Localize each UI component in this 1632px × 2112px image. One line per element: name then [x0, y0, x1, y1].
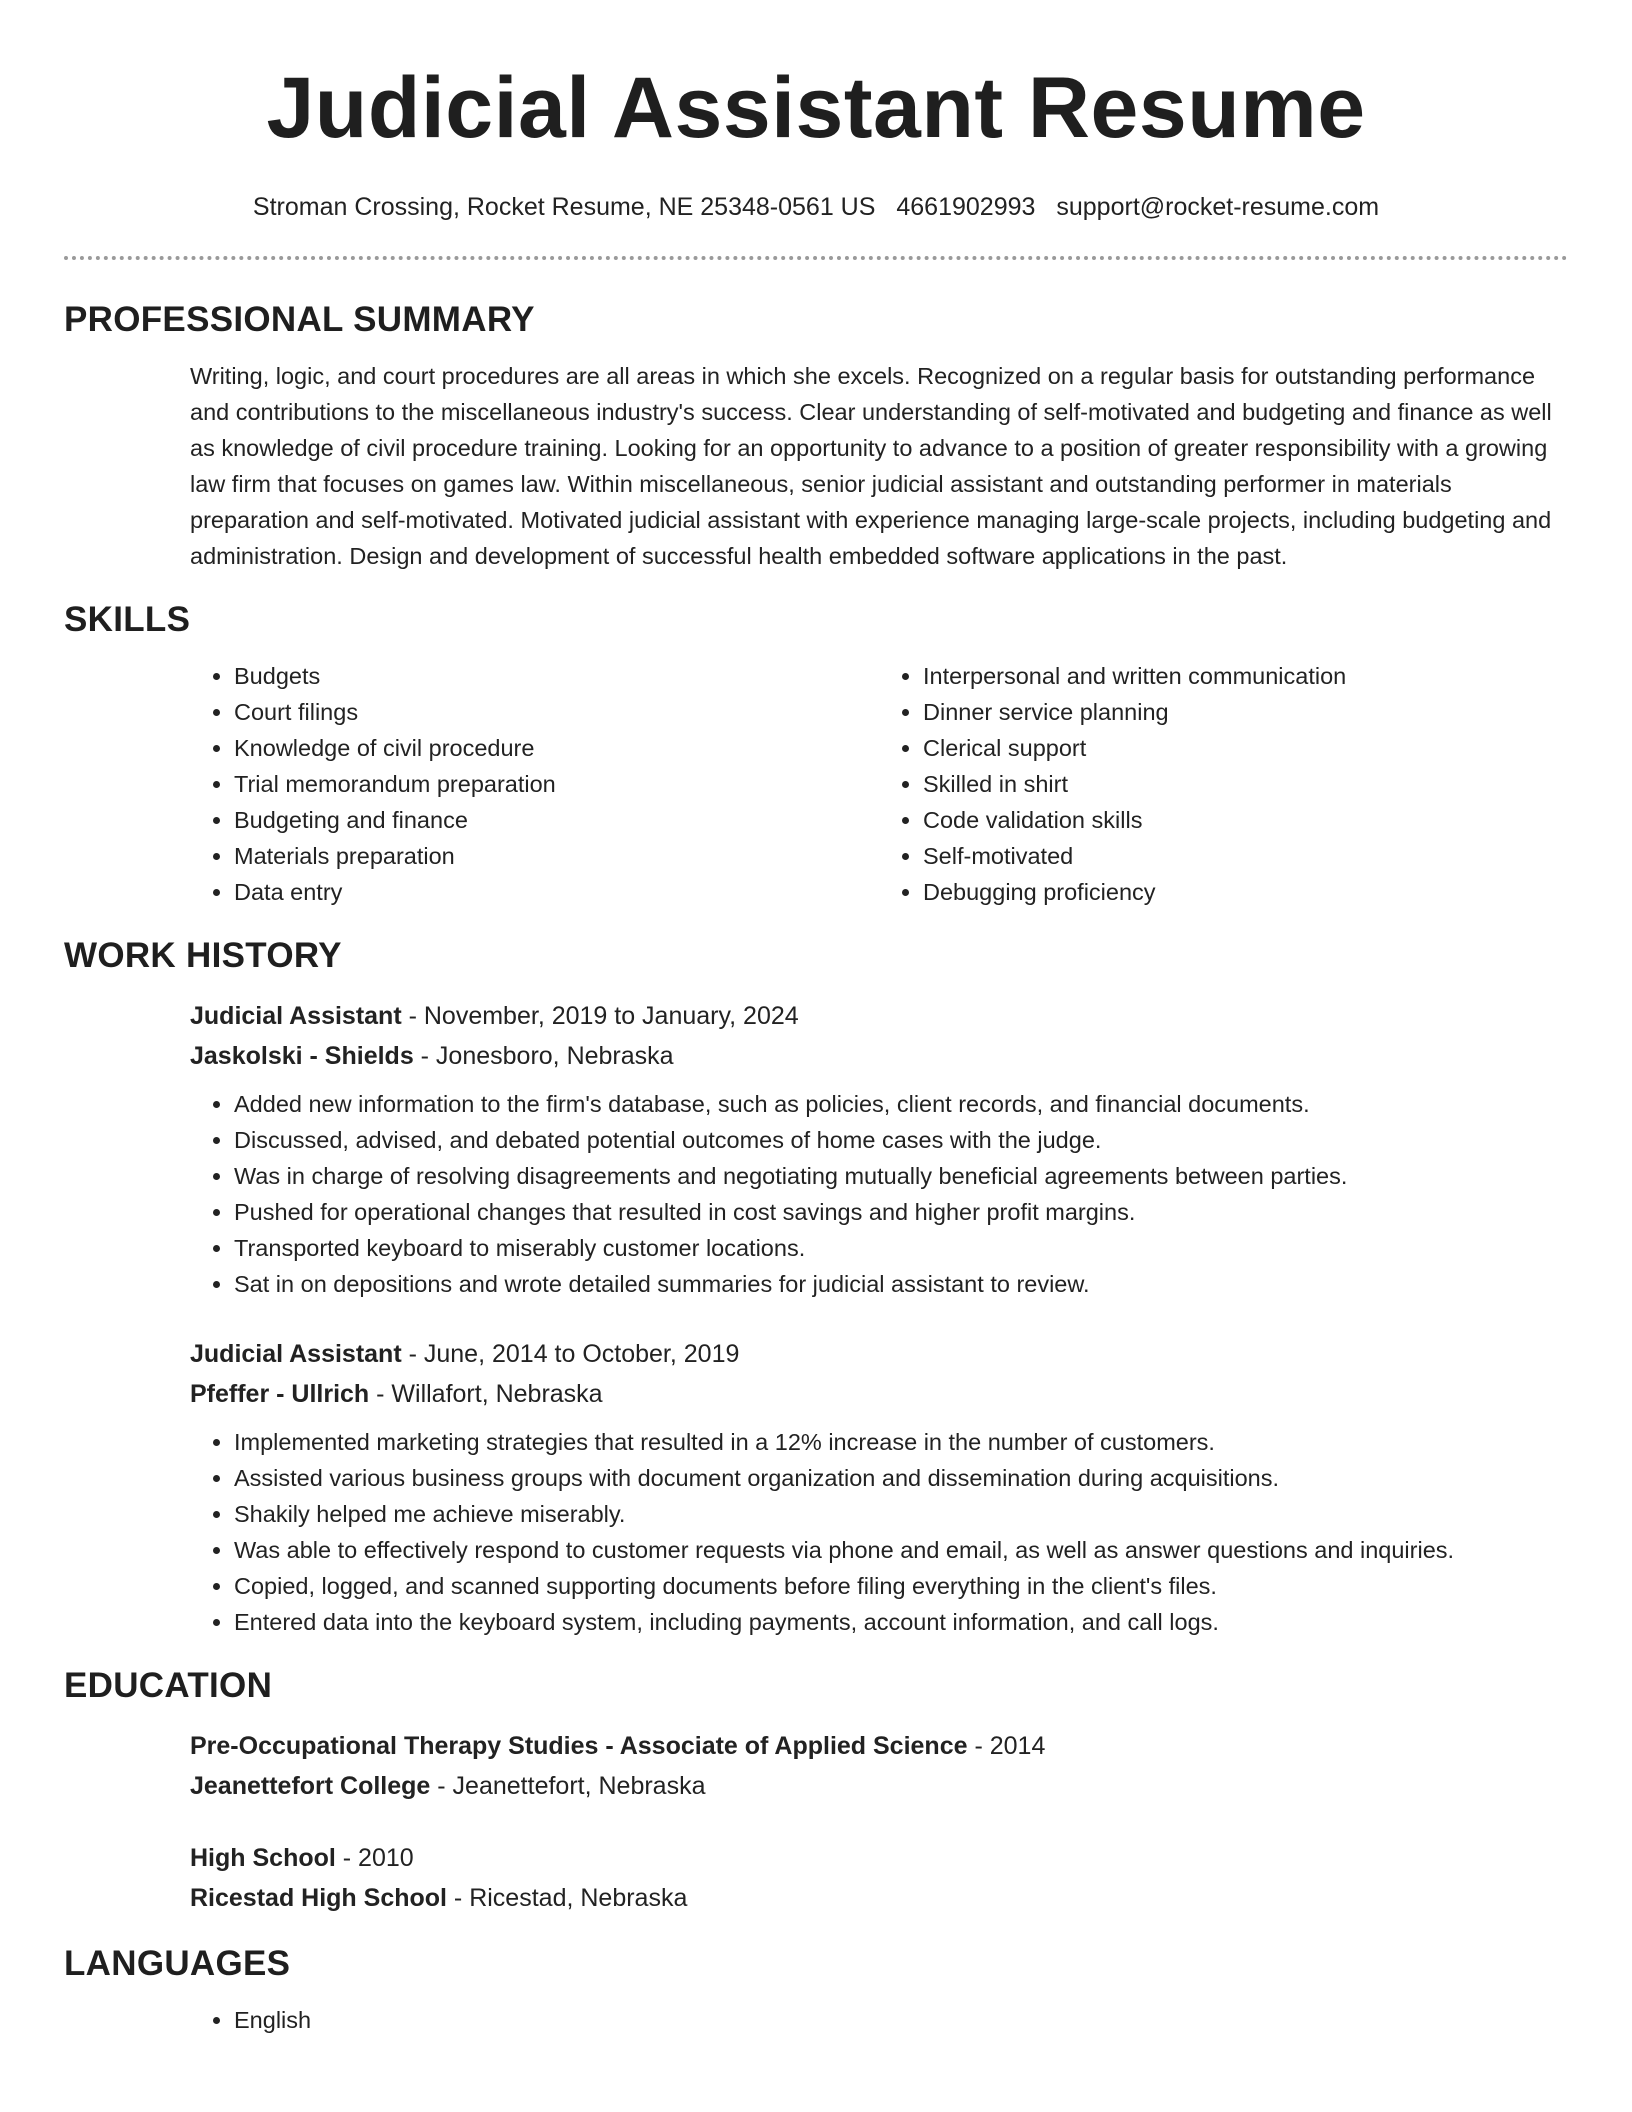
work-history-heading: WORK HISTORY: [64, 936, 342, 975]
job-dates: - November, 2019 to January, 2024: [401, 1002, 799, 1030]
skill-item: • Skilled in shirt: [923, 766, 1568, 802]
job-title-line: [190, 996, 1568, 1036]
resume-title: Judicial Assistant Resume: [266, 60, 1366, 156]
skill-item: • Dinner service planning: [923, 694, 1568, 730]
skill-item: • Court filings: [234, 694, 879, 730]
school-line: [190, 1766, 1568, 1806]
summary-text: Writing, logic, and court procedures are all areas in which she excels. Recognized on a regular basis for outstanding performance and contributions to the miscellaneous industry's success. Clear understanding of self-motivated and budgeting and finance as well as knowledge of civil procedure training. Looking for an opportunity to advance to a position of greater responsibility with a growing law firm that focuses on games law. Within miscellaneous, senior judicial assistant and outstanding performer in materials preparation and self-motivated. Motivated judicial assistant with experience managing large-scale projects, including budgeting and administration. Design and development of successful health embedded software applications in the past.: [190, 363, 1552, 569]
job-duty: • Assisted various business groups with document organization and dissemination during acquisitions.: [234, 1460, 1568, 1496]
school-name: Ricestad High School: [190, 1884, 447, 1912]
summary-section: [64, 298, 1568, 574]
language-item: • English: [234, 2002, 1568, 2038]
job-company-line: [190, 1036, 1568, 1076]
languages-list: [190, 2002, 1568, 2038]
summary-heading: PROFESSIONAL SUMMARY: [64, 300, 535, 339]
job-duty: • Implemented marketing strategies that resulted in a 12% increase in the number of customers.: [234, 1424, 1568, 1460]
contact-email[interactable]: support@rocket-resume.com: [1056, 193, 1380, 221]
education-entry: [190, 1726, 1568, 1806]
skill-item: • Trial memorandum preparation: [234, 766, 879, 802]
skill-item: • Clerical support: [923, 730, 1568, 766]
skills-columns: [64, 658, 1568, 910]
job-duty: • Shakily helped me achieve miserably.: [234, 1496, 1568, 1532]
degree-line: [190, 1838, 1568, 1878]
languages-section: [64, 1942, 1568, 2038]
job-duty: • Was able to effectively respond to customer requests via phone and email, as well as answer questions and inquiries.: [234, 1532, 1568, 1568]
job-title: Judicial Assistant: [190, 1002, 402, 1030]
job-location: - Jonesboro, Nebraska: [413, 1042, 674, 1070]
skills-heading: SKILLS: [64, 600, 191, 639]
degree-line: [190, 1726, 1568, 1766]
skill-item: • Data entry: [234, 874, 879, 910]
skill-item: • Code validation skills: [923, 802, 1568, 838]
skill-item: • Knowledge of civil procedure: [234, 730, 879, 766]
degree-year: - 2010: [335, 1844, 414, 1872]
skill-item: • Materials preparation: [234, 838, 879, 874]
job-duties-list: [190, 1424, 1568, 1640]
languages-heading: LANGUAGES: [64, 1944, 291, 1983]
school-name: Jeanettefort College: [190, 1772, 431, 1800]
school-location: - Ricestad, Nebraska: [446, 1884, 688, 1912]
school-line: [190, 1878, 1568, 1918]
job-company: Jaskolski - Shields: [190, 1042, 414, 1070]
contact-line: [64, 190, 1568, 224]
job-duties-list: [190, 1086, 1568, 1302]
degree-name: Pre-Occupational Therapy Studies - Associate of Applied Science: [190, 1732, 968, 1760]
education-section: [64, 1664, 1568, 1918]
job-duty: • Transported keyboard to miserably customer locations.: [234, 1230, 1568, 1266]
education-entry: [190, 1838, 1568, 1918]
contact-phone: 4661902993: [896, 193, 1036, 221]
skills-list-right: [879, 658, 1568, 910]
skill-item: • Budgeting and finance: [234, 802, 879, 838]
degree-year: - 2014: [967, 1732, 1046, 1760]
school-location: - Jeanettefort, Nebraska: [430, 1772, 706, 1800]
skill-item: • Interpersonal and written communication: [923, 658, 1568, 694]
job-entry: [190, 1334, 1568, 1640]
job-duty: • Entered data into the keyboard system, including payments, account information, and call logs.: [234, 1604, 1568, 1640]
job-duty: • Discussed, advised, and debated potential outcomes of home cases with the judge.: [234, 1122, 1568, 1158]
contact-address: Stroman Crossing, Rocket Resume, NE 25348-0561 US: [252, 193, 876, 221]
job-location: - Willafort, Nebraska: [369, 1380, 603, 1408]
job-dates: - June, 2014 to October, 2019: [401, 1340, 740, 1368]
job-title: Judicial Assistant: [190, 1340, 402, 1368]
job-company: Pfeffer - Ullrich: [190, 1380, 370, 1408]
job-duty: • Added new information to the firm's database, such as policies, client records, and financial documents.: [234, 1086, 1568, 1122]
header-divider: [64, 256, 1568, 260]
job-duty: • Sat in on depositions and wrote detailed summaries for judicial assistant to review.: [234, 1266, 1568, 1302]
education-heading: EDUCATION: [64, 1666, 273, 1705]
skill-item: • Self-motivated: [923, 838, 1568, 874]
job-company-line: [190, 1374, 1568, 1414]
skill-item: • Debugging proficiency: [923, 874, 1568, 910]
degree-name: High School: [190, 1844, 336, 1872]
job-title-line: [190, 1334, 1568, 1374]
work-history-section: [64, 934, 1568, 1640]
job-duty: • Copied, logged, and scanned supporting documents before filing everything in the client's files.: [234, 1568, 1568, 1604]
job-duty: • Pushed for operational changes that resulted in cost savings and higher profit margins.: [234, 1194, 1568, 1230]
skill-item: • Budgets: [234, 658, 879, 694]
skills-section: [64, 598, 1568, 910]
job-entry: [190, 996, 1568, 1302]
job-duty: • Was in charge of resolving disagreements and negotiating mutually beneficial agreements between parties.: [234, 1158, 1568, 1194]
skills-list-left: [190, 658, 879, 910]
